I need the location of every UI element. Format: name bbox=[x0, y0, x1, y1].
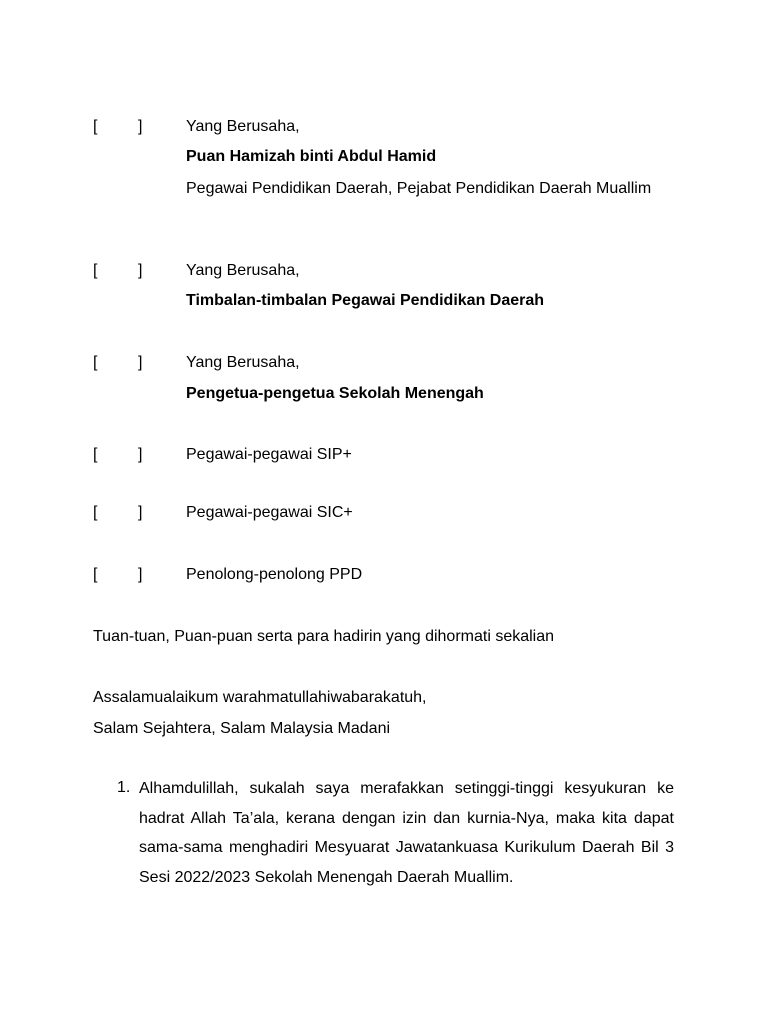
bracket-open: [ bbox=[93, 262, 98, 279]
bracket-open: [ bbox=[93, 566, 98, 583]
salutation-name: Puan Hamizah binti Abdul Hamid bbox=[186, 148, 437, 165]
bracket-close: ] bbox=[138, 262, 143, 279]
bracket-open: [ bbox=[93, 354, 98, 371]
bracket-close: ] bbox=[138, 354, 143, 371]
salutation-group: Pegawai-pegawai SIC+ bbox=[186, 504, 353, 521]
salutation-group: Pegawai-pegawai SIP+ bbox=[186, 446, 352, 463]
bracket-close: ] bbox=[138, 504, 143, 521]
salutation-honorific: Yang Berusaha, bbox=[186, 262, 300, 279]
salutation-group: Penolong-penolong PPD bbox=[186, 566, 363, 583]
bracket-open: [ bbox=[93, 118, 98, 135]
bracket-open: [ bbox=[93, 504, 98, 521]
opening-line-2: Salam Sejahtera, Salam Malaysia Madani bbox=[93, 720, 391, 737]
bracket-open: [ bbox=[93, 446, 98, 463]
salutation-honorific: Yang Berusaha, bbox=[186, 118, 300, 135]
greeting-line: Tuan-tuan, Puan-puan serta para hadirin yang dihormati sekalian bbox=[93, 628, 555, 645]
salutation-text bbox=[186, 261, 696, 311]
salutation-name: Timbalan-timbalan Pegawai Pendidikan Daerah bbox=[186, 292, 545, 309]
bracket-close: ] bbox=[138, 118, 143, 135]
salutation-honorific: Yang Berusaha, bbox=[186, 354, 300, 371]
salutation-text bbox=[186, 353, 696, 404]
salutation-text bbox=[186, 117, 696, 199]
salutation-text bbox=[186, 565, 696, 585]
bracket-close: ] bbox=[138, 446, 143, 463]
salutation-name: Pengetua-pengetua Sekolah Menengah bbox=[186, 385, 484, 402]
salutation-text bbox=[186, 503, 696, 523]
salutation-position: Pegawai Pendidikan Daerah, Pejabat Pendidikan Daerah Muallim bbox=[186, 180, 652, 197]
bracket-close: ] bbox=[138, 566, 143, 583]
paragraph-number: 1. bbox=[117, 779, 131, 796]
salutation-text bbox=[186, 445, 696, 465]
opening-line-1: Assalamualaikum warahmatullahiwabarakatuh, bbox=[93, 689, 427, 706]
paragraph-text: Alhamdulillah, sukalah saya merafakkan setinggi-tinggi kesyukuran ke hadrat Allah Ta’ala, kerana dengan izin dan kurnia-Nya, maka kita dapat sama-sama menghadiri Mesyuarat Jawatankuasa Kurikulum Daerah Bil 3 Sesi 2022/2023 Sekolah Menengah Daerah Muallim. bbox=[139, 780, 674, 886]
